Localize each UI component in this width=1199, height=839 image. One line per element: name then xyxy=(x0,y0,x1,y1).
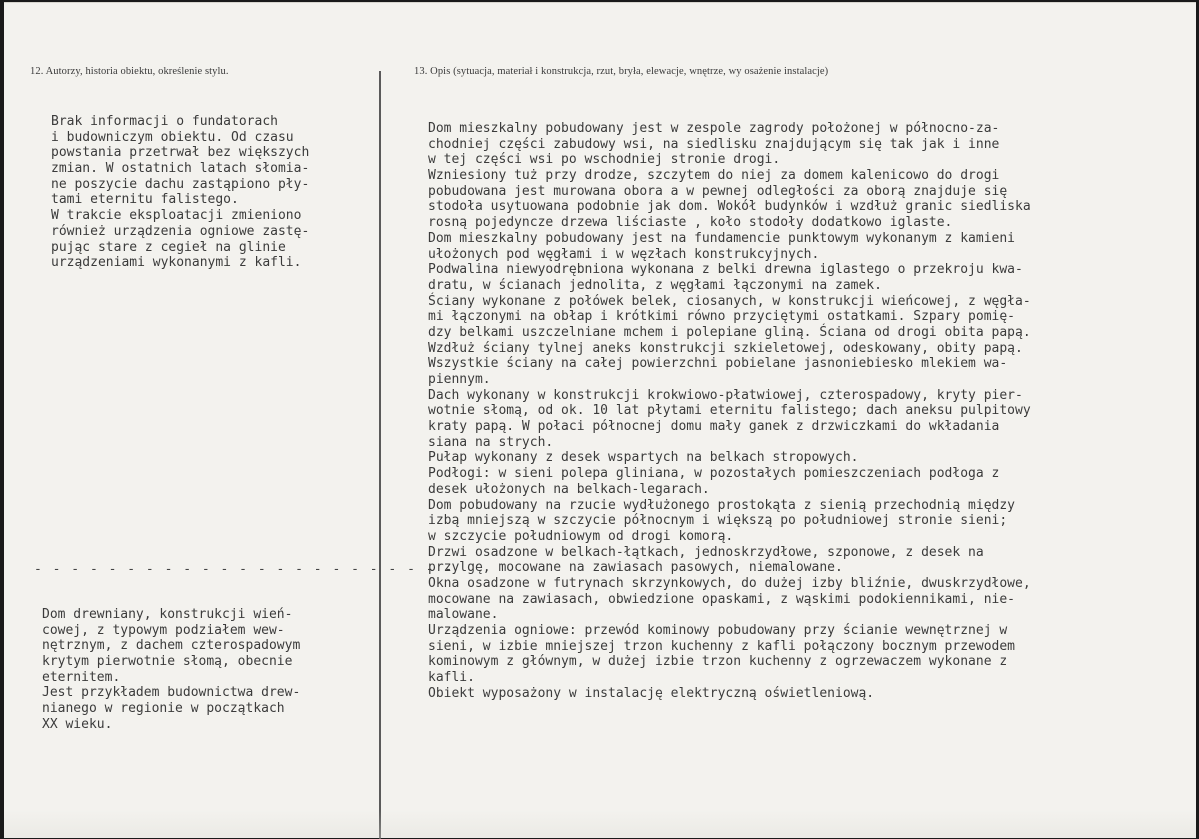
text-line: dzy belkami uszczelniane mchem i polepiane gliną. Ściana od drogi obita papą. xyxy=(428,324,1031,340)
text-line: zmian. W ostatnich latach słomia- xyxy=(51,161,310,177)
text-line: przylgę, mocowane na zawiasach pasowych, niemalowane. xyxy=(428,560,843,576)
text-line: eternitem. xyxy=(42,669,121,685)
column-divider xyxy=(379,71,381,839)
text-line: malowane. xyxy=(428,607,499,623)
text-line: kafli. xyxy=(428,670,475,686)
text-line: izbą mniejszą w szczycie północnym i większą po południowej stronie sieni; xyxy=(428,513,1008,529)
text-line: kominowym z głównym, w dużej izbie trzon kuchenny z ogrzewaczem wykonane z xyxy=(428,654,1008,670)
text-line: nianego w regionie w początkach xyxy=(42,701,285,717)
text-line: W trakcie eksploatacji zmieniono xyxy=(51,208,302,224)
text-line: Wzniesiony tuż przy drodze, szczytem do niej za domem kalenicowo do drogi xyxy=(428,168,1000,184)
text-line: Obiekt wyposażony w instalację elektryczną oświetleniową. xyxy=(428,685,875,701)
text-line: Pułap wykonany z desek wspartych na belkach stropowych. xyxy=(428,450,859,466)
text-line: XX wieku. xyxy=(42,716,113,732)
text-line: w tej części wsi po wschodniej stronie drogi. xyxy=(428,152,781,168)
text-line: Jest przykładem budownictwa drew- xyxy=(42,685,301,701)
text-line: Dom drewniany, konstrukcji wień- xyxy=(42,607,293,622)
text-line: Wszystkie ściany na całej powierzchni pobielane jasnoniebiesko mlekiem wa- xyxy=(428,356,1008,372)
text-line: Podłogi: w sieni polepa gliniana, w pozostałych pomieszczeniach podłoga z xyxy=(428,466,1000,482)
text-line: mocowane na zawiasach, obwiedzione opaskami, z wąskimi podokiennikami, nie- xyxy=(428,591,1015,607)
text-line: dratu, w ścianach jednolita, z węgłami łączonymi na zamek. xyxy=(428,277,882,293)
text-line: Dach wykonany w konstrukcji krokwiowo-płatwiowej, czterospadowy, kryty pier- xyxy=(428,387,1023,403)
text-line: również urządzenia ogniowe zastę- xyxy=(51,223,310,239)
text-line: desek ułożonych na belkach-legarach. xyxy=(428,481,710,497)
text-line: powstania przetrwał bez większych xyxy=(51,145,310,161)
text-line: kraty papą. W połaci północnej domu mały ganek z drzwiczkami do wkładania xyxy=(428,419,1000,435)
style-summary-text xyxy=(42,607,300,733)
text-line: tami eternitu falistego. xyxy=(51,192,239,208)
text-line: pując stare z cegieł na glinie xyxy=(51,239,286,255)
text-line: Dom mieszkalny pobudowany jest w zespole zagrody położonej w północno-za- xyxy=(428,121,1000,136)
text-line: Ściany wykonane z połówek belek, ciosanych, w konstrukcji wieńcowej, z węgła- xyxy=(428,293,1031,309)
text-line: w szczycie południowym od drogi komorą. xyxy=(428,528,734,544)
text-line: cowej, z typowym podziałem wew- xyxy=(42,622,285,638)
text-line: Dom pobudowany na rzucie wydłużonego prostokąta z sienią przechodnią między xyxy=(428,497,1015,513)
text-line: i budowniczym obiektu. Od czasu xyxy=(51,129,294,145)
text-line: ne poszycie dachu zastąpiono pły- xyxy=(51,176,310,192)
text-line: Okna osadzone w futrynach skrzynkowych, do dużej izby bliźnie, dwuskrzydłowe, xyxy=(428,575,1031,591)
text-line: rosną pojedyncze drzewa liściaste , koło stodoły dodatkowo iglaste. xyxy=(428,215,953,231)
text-line: chodniej części zabudowy wsi, na siedlisku znajdującym się tak jak i inne xyxy=(428,136,1000,152)
dashed-separator: - - - - - - - - - - - - - - - - - - - - - - - xyxy=(34,562,454,577)
text-line: piennym. xyxy=(428,372,491,387)
document-page xyxy=(4,2,1196,838)
text-line: siana na strych. xyxy=(428,434,554,450)
text-line: Podwalina niewyodrębniona wykonana z belki drewna iglastego o przekroju kwa- xyxy=(428,262,1023,278)
section-13-heading: 13. Opis (sytuacja, materiał i konstrukcja, rzut, bryła, elewacje, wnętrze, wy osażenie instalacje) xyxy=(414,66,829,77)
text-line: wotnie słomą, od ok. 10 lat płytami eternitu falistego; dach aneksu pulpitowy xyxy=(428,403,1031,419)
text-line: sieni, w izbie mniejszej trzon kuchenny z kafli połączony bocznym przewodem xyxy=(428,638,1015,654)
text-line: Dom mieszkalny pobudowany jest na fundamencie punktowym wykonanym z kamieni xyxy=(428,230,1015,246)
text-line: stodoła usytuowana podobnie jak dom. Wokół budynków i wzdłuż granic siedliska xyxy=(428,199,1031,215)
text-line: Urządzenia ogniowe: przewód kominowy pobudowany przy ścianie wewnętrznej w xyxy=(428,623,1008,638)
text-line: mi łączonymi na obłap i krótkimi równo przyciętymi ostatkami. Szpary pomię- xyxy=(428,309,1015,325)
description-text xyxy=(428,121,1031,701)
text-line: pobudowana jest murowana obora a w pewnej odległości za oborą znajduje się xyxy=(428,183,1008,199)
text-line: nętrznym, z dachem czterospadowym xyxy=(42,638,301,654)
section-12-heading: 12. Autorzy, historia obiektu, określenie stylu. xyxy=(30,66,229,77)
text-line: Brak informacji o fundatorach xyxy=(51,114,278,129)
text-line: krytym pierwotnie słomą, obecnie xyxy=(42,654,293,670)
text-line: Drzwi osadzone w belkach-łątkach, jednoskrzydłowe, szponowe, z desek na xyxy=(428,544,984,560)
text-line: Wzdłuż ściany tylnej aneks konstrukcji szkieletowej, odeskowany, obity papą. xyxy=(428,340,1023,356)
text-line: urządzeniami wykonanymi z kafli. xyxy=(51,255,302,271)
text-line: ułożonych pod węgłami i w węzłach konstrukcyjnych. xyxy=(428,246,820,262)
history-text xyxy=(51,114,309,271)
